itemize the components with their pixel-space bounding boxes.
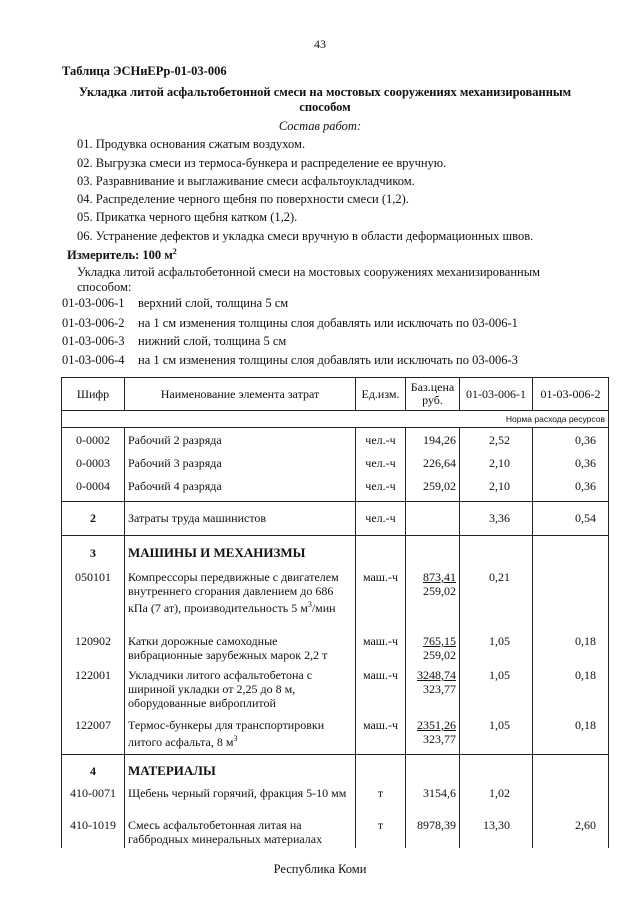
table-row (62, 474, 609, 502)
cell-name: Рабочий 3 разряда (125, 451, 356, 474)
cell-code: 410-1019 (62, 818, 125, 848)
variant-row (62, 353, 518, 368)
cell-unit: маш.-ч (356, 718, 406, 755)
table-row (62, 634, 609, 668)
variant-code: 01-03-006-2 (62, 316, 125, 330)
cell-v1: 2,10 (460, 474, 533, 502)
cell-v1: 2,52 (460, 428, 533, 452)
cell-v2: 0,18 (533, 668, 609, 718)
cell-name: Рабочий 2 разряда (125, 428, 356, 452)
cell-v1: 1,02 (460, 786, 533, 818)
table-row (62, 818, 609, 848)
header-unit: Ед.изм. (356, 378, 406, 411)
header-col2: 01-03-006-2 (533, 378, 609, 411)
section-title: МАШИНЫ И МЕХАНИЗМЫ (125, 536, 356, 571)
table-row (62, 668, 609, 718)
cell-v1: 1,05 (460, 634, 533, 668)
cell-v2: 0,54 (533, 502, 609, 536)
cell-name: Катки дорожные самоходные вибрационные зарубежных марок 2,2 т (125, 634, 356, 668)
cell-unit: т (356, 786, 406, 818)
header-code: Шифр (62, 378, 125, 411)
work-item: 05. Прикатка черного щебня катком (1,2). (77, 210, 298, 224)
cell-unit: т (356, 818, 406, 848)
table-row (62, 451, 609, 474)
cell-v2: 2,60 (533, 818, 609, 848)
cell-unit: маш.-ч (356, 668, 406, 718)
cell-name: Затраты труда машинистов (125, 502, 356, 536)
table-row (62, 718, 609, 755)
cell-price: 194,26 (406, 428, 460, 452)
cell-name: Укладчики литого асфальтобетона с шириной укладки от 2,25 до 8 м, оборудованные виброплитой (125, 668, 356, 718)
cell-v1: 13,30 (460, 818, 533, 848)
cell-v1: 3,36 (460, 502, 533, 536)
cell-v1: 2,10 (460, 451, 533, 474)
cell-v2: 0,36 (533, 451, 609, 474)
section-number: 2 (62, 502, 125, 536)
composition-label: Состав работ: (278, 119, 362, 133)
cell-unit: чел.-ч (356, 451, 406, 474)
table-row (62, 570, 609, 634)
variant-row (62, 316, 518, 331)
cell-price: 259,02 (406, 474, 460, 502)
cell-unit: маш.-ч (356, 634, 406, 668)
table-row (62, 502, 609, 536)
header-col1: 01-03-006-1 (460, 378, 533, 411)
page-number: 43 (314, 37, 326, 51)
cell-code: 0-0002 (62, 428, 125, 452)
cell-v2: 0,18 (533, 718, 609, 755)
cell-price: 3248,74 323,77 (406, 668, 460, 718)
cell-price: 2351,26 323,77 (406, 718, 460, 755)
section-number: 3 (62, 536, 125, 571)
norm-label: Норма расхода ресурсов (62, 411, 609, 428)
section-heading: Укладка литой асфальтобетонной смеси на мостовых сооружениях механизированным способом (78, 85, 572, 114)
cell-v1: 1,05 (460, 668, 533, 718)
work-item: 02. Выгрузка смеси из термоса-бункера и распределение ее вручную. (77, 156, 447, 170)
cell-price: 873,41 259,02 (406, 570, 460, 634)
cell-v1: 1,05 (460, 718, 533, 755)
cell-unit: чел.-ч (356, 428, 406, 452)
work-item: 06. Устранение дефектов и укладка смеси вручную в области деформационных швов. (77, 229, 534, 243)
cell-v1: 0,21 (460, 570, 533, 634)
table-row (62, 786, 609, 818)
cell-code: 410-0071 (62, 786, 125, 818)
cell-name: Рабочий 4 разряда (125, 474, 356, 502)
variant-code: 01-03-006-4 (62, 353, 125, 367)
section-row (62, 536, 609, 571)
section-title: МАТЕРИАЛЫ (125, 755, 356, 787)
cell-price: 765,15 259,02 (406, 634, 460, 668)
header-price: Баз.цена руб. (406, 378, 460, 411)
section-number: 4 (62, 755, 125, 787)
cell-price: 3154,6 (406, 786, 460, 818)
cell-unit: чел.-ч (356, 502, 406, 536)
work-item: 01. Продувка основания сжатым воздухом. (77, 137, 306, 151)
cell-code: 120902 (62, 634, 125, 668)
variant-row (62, 296, 288, 311)
page-footer: Республика Коми (273, 862, 367, 876)
cell-price: 226,64 (406, 451, 460, 474)
work-item: 03. Разравнивание и выглаживание смеси асфальтоукладчиком. (77, 174, 415, 188)
cell-code: 122001 (62, 668, 125, 718)
variant-text: на 1 см изменения толщины слоя добавлять или исключать по 03-006-3 (138, 353, 518, 367)
cell-code: 0-0003 (62, 451, 125, 474)
section-row (62, 755, 609, 787)
cell-name: Смесь асфальтобетонная литая на габбродных минеральных материалах (125, 818, 356, 848)
variant-code: 01-03-006-1 (62, 296, 125, 310)
variant-text: на 1 см изменения толщины слоя добавлять или исключать по 03-006-1 (138, 316, 518, 330)
table-title: Таблица ЭСНиЕРр-01-03-006 (62, 64, 227, 78)
resource-table (61, 377, 609, 848)
cell-code: 050101 (62, 570, 125, 634)
cell-price: 8978,39 (406, 818, 460, 848)
variant-text: верхний слой, толщина 5 см (138, 296, 289, 310)
cell-unit: маш.-ч (356, 570, 406, 634)
cell-code: 0-0004 (62, 474, 125, 502)
variant-code: 01-03-006-3 (62, 334, 125, 348)
header-name: Наименование элемента затрат (125, 378, 356, 411)
variant-text: нижний слой, толщина 5 см (138, 334, 287, 348)
cell-v2: 0,36 (533, 428, 609, 452)
cell-name: Термос-бункеры для транспортировки литого асфальта, 8 $м^3$ (125, 718, 356, 755)
table-row (62, 428, 609, 452)
cell-name: Щебень черный горячий, фракция 5-10 мм (125, 786, 356, 818)
cell-v2: 0,18 (533, 634, 609, 668)
cell-unit: чел.-ч (356, 474, 406, 502)
measure-unit: Измеритель: 100 $м^2$ (67, 247, 177, 263)
cell-name: Компрессоры передвижные с двигателем внутреннего сгорания давлением до 686 кПа (7 ат), производительность 5 $м^3$/мин (125, 570, 356, 634)
work-description: Укладка литой асфальтобетонной смеси на мостовых сооружениях механизированным способом: (77, 265, 541, 294)
work-item: 04. Распределение черного щебня по поверхности смеси (1,2). (77, 192, 409, 206)
cell-v2: 0,36 (533, 474, 609, 502)
cell-code: 122007 (62, 718, 125, 755)
variant-row (62, 334, 286, 349)
